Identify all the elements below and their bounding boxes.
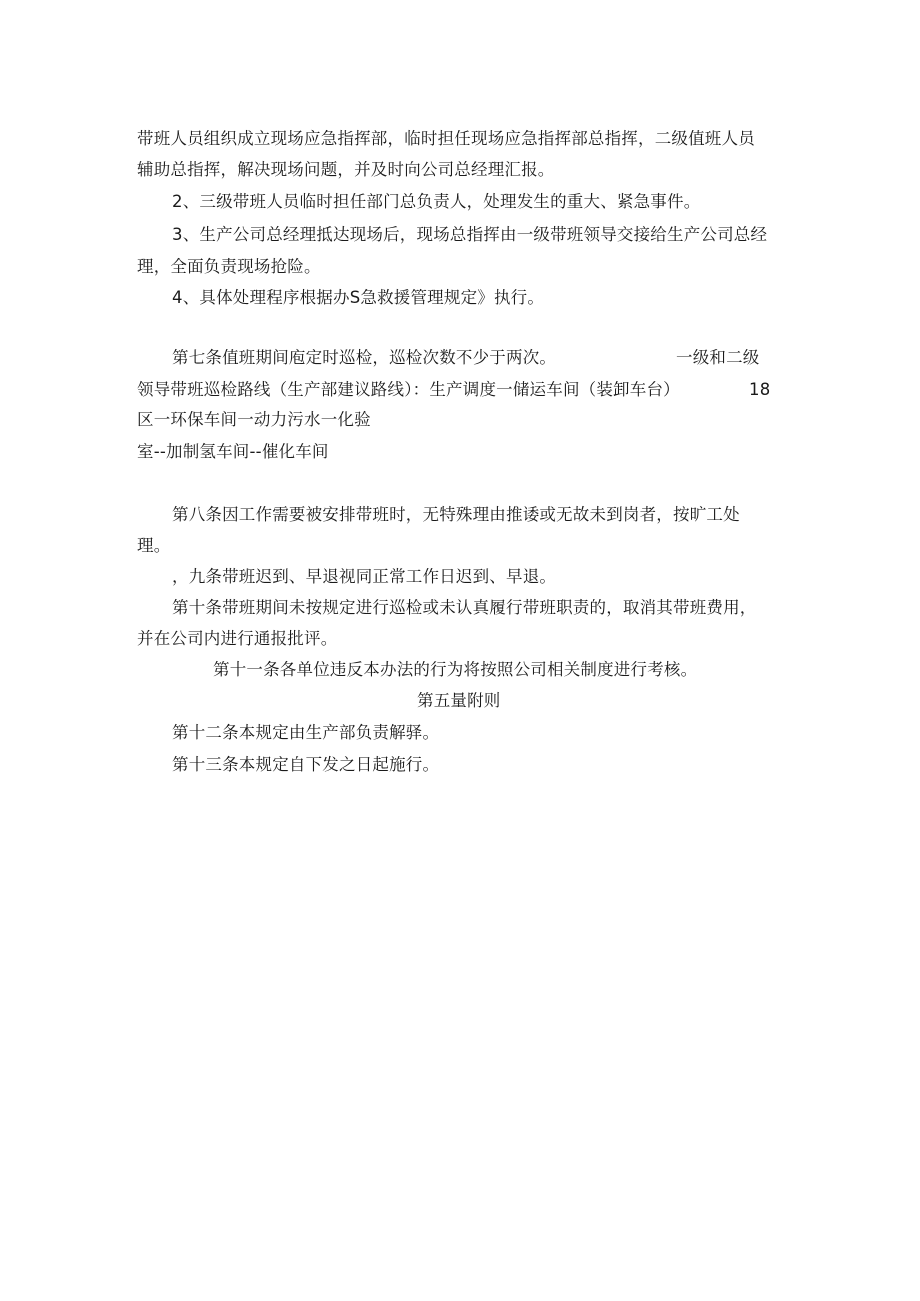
text-line-item-4: 4、具体处理程序根据办S急救援管理规定》执行。 [172,288,545,307]
article-9: ，九条带班迟到、早退视同正常工作日迟到、早退。 [172,567,557,586]
text-line-item-2: 2、三级带班人员临时担任部门总负责人，处理发生的重大、紧急事件。 [172,192,701,211]
article-8-cont: 理。 [137,536,171,555]
article-7-route-cont: 区一环保车间一动力污水一化验 [137,410,371,429]
text-line-item-3-cont: 理，全面负责现场抢险。 [137,257,321,276]
article-8: 第八条因工作需要被安排带班时，无特殊理由推诿或无故未到岗者，按旷工处 [172,505,740,524]
chapter-heading: 第五量附则 [417,691,501,710]
article-12: 第十二条本规定由生产部负责解驿。 [172,723,440,742]
article-11: 第十一条各单位违反本办法的行为将按照公司相关制度进行考核。 [213,660,698,679]
article-7-first-line: 第七条值班期间庖定时巡检，巡检次数不少于两次。 [172,348,557,367]
article-10-cont: 并在公司内进行通报批评。 [137,629,338,648]
text-line-assist-commander: 辅助总指挥，解决现场问题，并及时向公司总经理汇报。 [137,160,555,179]
article-13: 第十三条本规定自下发之日起施行。 [172,755,440,774]
text-line-item-3: 3、生产公司总经理抵达现场后，现场总指挥由一级带班领导交接给生产公司总经 [172,225,768,244]
article-7-route-end: 室--加制氢车间--催化车间 [137,442,329,461]
article-7-first-line-tail: 一级和二级 [676,348,760,367]
article-7-route-tail: 18 [749,380,771,399]
text-line-command-center: 带班人员组织成立现场应急指挥部，临时担任现场应急指挥部总指挥，二级值班人员 [137,129,755,148]
article-7-route: 领导带班巡检路线（生产部建议路线）：生产调度一储运车间（装卸车台） [137,380,680,399]
article-10: 第十条带班期间未按规定进行巡检或未认真履行带班职责的，取消其带班费用， [172,598,757,617]
